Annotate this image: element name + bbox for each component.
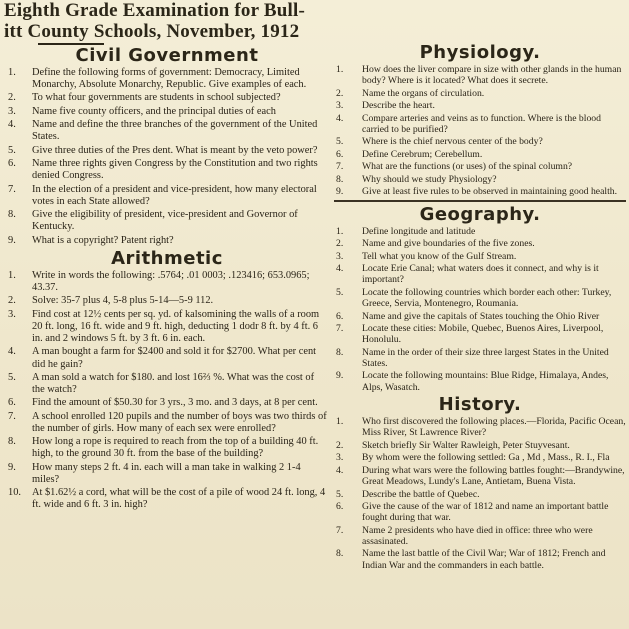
question-text: Find the amount of $50.30 for 3 yrs., 3 mo. and 3 days, at 8 per cent. bbox=[32, 397, 318, 409]
question-text: Find cost at 12½ cents per sq. yd. of kalsomining the walls of a room 20 ft. long, 16 ft. wide and 9 ft. high, deducting 1 dodr 8 ft. by 4 ft. 6 in. and 2 windows 5 ft. by 3 ft. 6 in. each. bbox=[32, 308, 320, 345]
question-item bbox=[6, 119, 328, 143]
question-item bbox=[334, 440, 626, 451]
question-text: What is a copyright? Patent right? bbox=[32, 234, 174, 246]
civil-government-questions bbox=[6, 67, 328, 247]
question-number: 5. bbox=[336, 488, 344, 500]
question-text: How many steps 2 ft. 4 in. each will a man take in walking 2 1-4 miles? bbox=[32, 461, 301, 485]
question-text: What are the functions (or uses) of the spinal column? bbox=[362, 161, 573, 173]
title-line-2: itt County Schools, November, 1912 bbox=[4, 21, 300, 42]
question-number: 1. bbox=[8, 67, 16, 78]
question-number: 9. bbox=[8, 461, 16, 473]
question-text: At $1.62½ a cord, what will be the cost of a pile of wood 24 ft. long, 4 ft. wide and 6 ft. 3 in. high? bbox=[32, 487, 326, 511]
question-item bbox=[6, 346, 328, 370]
question-text: By whom were the following settled: Ga , Md , Mass., R. I., Fla bbox=[362, 452, 610, 464]
arithmetic-heading: Arithmetic bbox=[111, 247, 223, 269]
question-number: 1. bbox=[336, 225, 344, 237]
question-item bbox=[334, 287, 626, 309]
question-number: 3. bbox=[336, 100, 344, 112]
question-item bbox=[334, 452, 626, 463]
history-heading: History. bbox=[438, 394, 522, 416]
question-text: A man sold a watch for $180. and lost 16⅔ %. What was the cost of the watch? bbox=[32, 371, 315, 396]
question-item bbox=[334, 64, 626, 86]
question-item bbox=[334, 100, 626, 111]
question-item bbox=[334, 226, 626, 237]
question-text: Why should we study Physiology? bbox=[362, 173, 497, 185]
question-text: How long a rope is required to reach from the top of a building 40 ft. high, to the ground 30 ft. from the base of the building? bbox=[32, 436, 319, 460]
question-item bbox=[6, 309, 328, 345]
question-item bbox=[334, 161, 626, 172]
question-text: Locate the following mountains: Blue Ridge, Himalaya, Andes, Alps, Wasatch. bbox=[362, 370, 609, 393]
question-number: 9. bbox=[336, 370, 344, 382]
title-line-1: Eighth Grade Examination for Bull- bbox=[4, 0, 305, 21]
question-number: 5. bbox=[336, 136, 344, 148]
question-text: Where is the chief nervous center of the body? bbox=[362, 136, 543, 148]
question-item bbox=[6, 92, 328, 104]
question-item bbox=[334, 370, 626, 392]
question-text: Name three rights given Congress by the Constitution and two rights denied Congress. bbox=[32, 158, 318, 182]
question-number: 5. bbox=[8, 371, 16, 383]
question-text: Name and define the three branches of the government of the United States. bbox=[32, 119, 318, 143]
question-text: Tell what you know of the Gulf Stream. bbox=[362, 250, 517, 262]
question-number: 1. bbox=[336, 416, 344, 428]
question-text: Name the organs of circulation. bbox=[362, 87, 485, 99]
question-item bbox=[334, 88, 626, 99]
question-item bbox=[6, 487, 328, 511]
question-item bbox=[334, 251, 626, 262]
question-number: 7. bbox=[8, 183, 16, 195]
question-number: 9. bbox=[336, 186, 344, 198]
question-number: 3. bbox=[336, 250, 344, 262]
question-number: 5. bbox=[8, 144, 16, 156]
question-text: During what wars were the following battles fought:—Brandywine, Great Meadows, Lundy's Lane, Antietam, Buena Vista. bbox=[362, 464, 625, 488]
question-item bbox=[334, 525, 626, 547]
question-item bbox=[6, 372, 328, 396]
question-text: Define Cerebrum; Cerebellum. bbox=[362, 148, 483, 160]
question-number: 5. bbox=[336, 286, 344, 298]
question-text: A school enrolled 120 pupils and the number of boys was two thirds of the number of girls. How many of each sex were enrolled? bbox=[32, 410, 327, 434]
question-item bbox=[6, 184, 328, 208]
question-item bbox=[6, 158, 328, 182]
question-number: 2. bbox=[336, 87, 344, 99]
question-text: Define the following forms of government: Democracy, Limited Monarchy, Absolute Monarchy, Republic. Give examples of each. bbox=[32, 67, 307, 91]
question-item bbox=[6, 397, 328, 409]
question-text: Name the last battle of the Civil War; War of 1812; French and Indian War and the commanders in each battle. bbox=[362, 548, 606, 571]
question-item bbox=[334, 311, 626, 322]
question-text: To what four governments are students in school subjected? bbox=[32, 92, 281, 104]
question-text: How does the liver compare in size with other glands in the human body? Where is it located? What does it secrete. bbox=[362, 64, 622, 87]
question-number: 8. bbox=[336, 173, 344, 185]
question-item bbox=[334, 416, 626, 438]
question-number: 2. bbox=[336, 238, 344, 250]
question-number: 2. bbox=[8, 92, 16, 104]
question-number: 4. bbox=[336, 263, 344, 275]
question-item bbox=[6, 270, 328, 294]
question-number: 3. bbox=[8, 105, 16, 117]
arithmetic-questions bbox=[6, 270, 328, 511]
question-item bbox=[334, 465, 626, 487]
question-number: 6. bbox=[8, 397, 16, 409]
question-text: Locate the following countries which border each other: Turkey, Greece, Servia, Montenegro, Roumania. bbox=[362, 286, 612, 310]
question-item bbox=[334, 136, 626, 147]
section-divider bbox=[334, 200, 626, 202]
question-number: 4. bbox=[8, 119, 16, 131]
question-text: Solve: 35-7 plus 4, 5-8 plus 5-14—5-9 112. bbox=[32, 295, 214, 307]
question-number: 8. bbox=[8, 436, 16, 448]
question-text: Name five county officers, and the principal duties of each bbox=[32, 105, 276, 117]
question-text: Sketch briefly Sir Walter Rawleigh, Peter Stuyvesant. bbox=[362, 439, 570, 451]
question-number: 6. bbox=[336, 310, 344, 322]
question-text: Describe the heart. bbox=[362, 100, 435, 112]
question-item bbox=[334, 548, 626, 570]
question-text: Give the cause of the war of 1812 and name an important battle fought during that war. bbox=[362, 501, 609, 524]
left-column bbox=[6, 45, 328, 513]
question-number: 4. bbox=[8, 346, 16, 358]
question-text: In the election of a president and vice-president, how many electoral votes in each State allowed? bbox=[32, 183, 317, 207]
question-number: 8. bbox=[336, 548, 344, 560]
physiology-questions bbox=[334, 64, 626, 198]
question-item bbox=[6, 436, 328, 460]
question-number: 6. bbox=[336, 501, 344, 513]
question-number: 6. bbox=[336, 148, 344, 160]
question-item bbox=[334, 489, 626, 500]
question-item bbox=[6, 209, 328, 233]
question-number: 7. bbox=[336, 524, 344, 536]
question-text: Name in the order of their size three largest States in the United States. bbox=[362, 346, 609, 369]
question-number: 3. bbox=[336, 452, 344, 464]
question-text: Who first discovered the following places.—Florida, Pacific Ocean, Miss River, St Lawrence River? bbox=[362, 416, 626, 439]
question-number: 2. bbox=[8, 295, 16, 307]
question-item bbox=[334, 174, 626, 185]
question-text: Give at least five rules to be observed in maintaining good health. bbox=[362, 186, 618, 198]
question-item bbox=[334, 323, 626, 345]
question-number: 8. bbox=[336, 346, 344, 358]
question-text: Locate these cities: Mobile, Quebec, Buenos Aires, Liverpool, Honolulu. bbox=[362, 323, 604, 346]
question-number: 7. bbox=[8, 410, 16, 422]
question-item bbox=[6, 295, 328, 307]
civil-government-heading: Civil Government bbox=[75, 45, 259, 66]
question-number: 2. bbox=[336, 439, 344, 451]
question-number: 7. bbox=[336, 161, 344, 173]
geography-heading: Geography. bbox=[419, 203, 541, 225]
question-number: 6. bbox=[8, 158, 16, 170]
question-item bbox=[6, 235, 328, 247]
question-text: Name and give boundaries of the five zones. bbox=[362, 238, 535, 250]
physiology-heading: Physiology. bbox=[419, 42, 541, 63]
question-text: A man bought a farm for $2400 and sold it for $2700. What per cent did he gain? bbox=[32, 346, 317, 370]
question-number: 9. bbox=[8, 234, 16, 246]
question-item bbox=[334, 238, 626, 249]
question-text: Name and give the capitals of States touching the Ohio River bbox=[362, 310, 600, 322]
question-text: Compare arteries and veins as to function. Where is the blood carried to be purified? bbox=[362, 112, 601, 135]
question-number: 1. bbox=[8, 269, 16, 281]
question-number: 3. bbox=[8, 308, 16, 320]
question-text: Describe the battle of Quebec. bbox=[362, 488, 480, 500]
question-item bbox=[334, 501, 626, 523]
question-item bbox=[334, 347, 626, 369]
question-text: Locate Erie Canal; what waters does it connect, and why is it important? bbox=[362, 263, 599, 286]
page-title bbox=[4, 0, 356, 42]
right-column bbox=[334, 42, 626, 572]
history-questions bbox=[334, 416, 626, 571]
question-text: Give three duties of the Pres dent. What is meant by the veto power? bbox=[32, 144, 318, 156]
question-item bbox=[6, 411, 328, 435]
question-item bbox=[334, 186, 626, 197]
question-number: 10. bbox=[8, 487, 21, 499]
question-text: Write in words the following: .5764; .01 0003; .123416; 653.0965; 43.37. bbox=[32, 269, 310, 294]
geography-questions bbox=[334, 226, 626, 393]
question-item bbox=[6, 462, 328, 486]
question-number: 8. bbox=[8, 209, 16, 221]
question-item bbox=[334, 263, 626, 285]
question-item bbox=[334, 149, 626, 160]
question-number: 4. bbox=[336, 464, 344, 476]
question-text: Define longitude and latitude bbox=[362, 225, 476, 237]
question-number: 7. bbox=[336, 323, 344, 335]
question-item bbox=[6, 106, 328, 118]
question-item bbox=[334, 113, 626, 135]
question-number: 1. bbox=[336, 64, 344, 75]
question-text: Give the eligibility of president, vice-president and Governor of Kentucky. bbox=[32, 209, 298, 233]
question-item bbox=[6, 67, 328, 91]
question-number: 4. bbox=[336, 112, 344, 124]
question-text: Name 2 presidents who have died in office: three who were assasinated. bbox=[362, 524, 593, 547]
question-item bbox=[6, 145, 328, 157]
